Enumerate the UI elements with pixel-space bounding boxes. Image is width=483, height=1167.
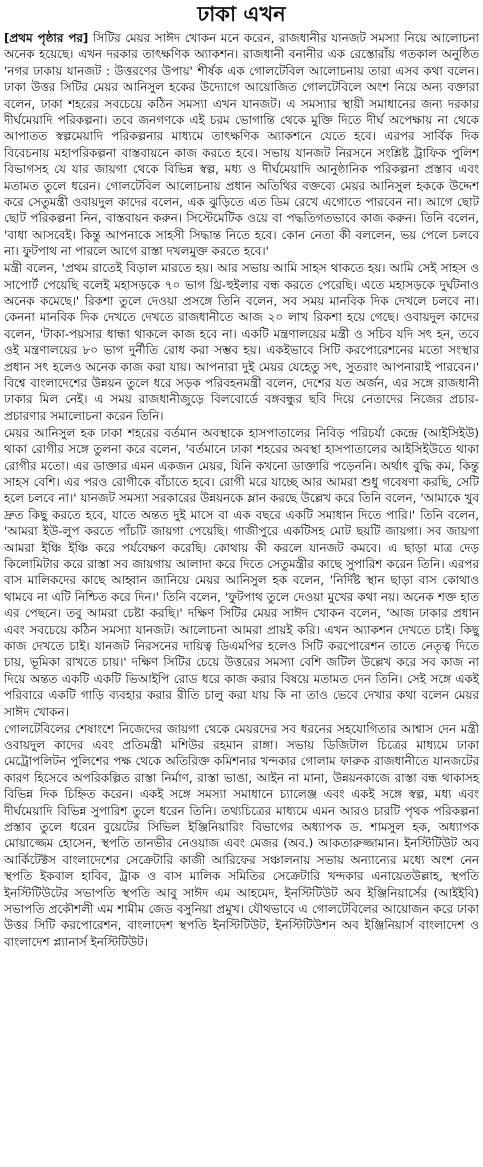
article-paragraph-1 bbox=[4, 30, 479, 260]
headline: ঢাকা এখন bbox=[197, 2, 286, 26]
jump-label: [প্রথম পৃষ্ঠার পর] bbox=[4, 31, 89, 45]
article-paragraph-3: মেয়র আনিসুল হক ঢাকা শহরের বর্তমান অবস্থাকে হাসপাতালের নিবিড় পরিচর্যা কেন্দ্রে (আইসিইউ) থাকা রোগীর সঙ্গে তুলনা করে বলেন, 'বর্তমানে ঢাকা শহরের অবস্থা হাসপাতালের আইসিইউতে থাকা রোগীর মতো। এর ডাক্তার এমন একজন মেয়র, যিনি কখনো ডাক্তারি পড়েননি। অর্থাৎ বুদ্ধি কম, কিন্তু সাহস বেশি। এর পরও রোগীকে বাঁচাতে হবে। রোগী মরে যাচ্ছে আর আমরা শুধু গবেষণা করছি, সেটি হলে চলবে না।' যানজট সমস্যা সরকারের উন্নয়নকে ম্লান করছে উল্লেখ করে তিনি বলেন, 'আমাকে খুব দ্রুত কিছু করতে হবে, যাতে অন্তত দুই মাসে বা এক বছরে একটি সমাধান দিতে পারি।' তিনি বলেন, 'আমরা ইউ-লুপ করতে পাঁচটি জায়গা পেয়েছি। গাজীপুরে একটিসহ মোট ছয়টি জায়গা। সব জায়গা আমরা ইঞ্চি ইঞ্চি করে পর্যবেক্ষণ করেছি। কোথায় কী করলে যানজট কমবে। এ ছাড়া মাত্র দেড় কিলোমিটার করে রাস্তা সব জায়গায় আলাদা করে দিতে সেতুমন্ত্রীর কাছে সুপারিশ করেন তিনি। এরপর বাস মালিকদের কাছে আহ্বান জানিয়ে মেয়র আনিসুল হক বলেন, 'নির্দিষ্ট স্থান ছাড়া বাস কোথাও থামবে না এটি নিশ্চিত করে দিন।' তিনি বলেন, 'ফুটপাথ তুলে দেওয়া মুখের কথা নয়। অনেক শক্ত হাত এর পেছনে। তবু আমরা চেষ্টা করছি।' দক্ষিণ সিটির মেয়র সাঈদ খোকন বলেন, 'আজ ঢাকার প্রধান এবং সবচেয়ে কঠিন সমস্যা যানজট। আলোচনা আমরা প্রায়ই করি। এখন অ্যাকশন দেখতে চাই। কিছু কাজ দেখতে চাই। যানজট নিরসনের দায়িত্ব ডিএমপির হলেও সিটি করপোরেশন তাতে নেতৃত্ব দিতে চায়, ভূমিকা রাখতে চায়।' দক্ষিণ সিটির চেয়ে উত্তরের সমস্যা বেশি জটিল উল্লেখ করে সব কাজ না দিয়ে অন্তত একটি একটি ভিআইপি রোড ধরে কাজ করার বিষয়ে মতামত দেন তিনি। সেই সঙ্গে একই পরিবারে একটি গাড়ি ব্যবহার করার রীতি চালু করা যায় কি না তাও ভেবে দেখার কথা বলেন মেয়র সাঈদ খোকন। bbox=[4, 425, 479, 719]
article-body bbox=[0, 30, 483, 1167]
paragraph-text-1: সিটির মেয়র সাঈদ খোকন মনে করেন, রাজধানীর যানজট সমস্যা নিয়ে আলোচনা অনেক হয়েছে। এখন দরকার তাৎক্ষণিক অ্যাকশন। রাজধানী বনানীর এক রেস্তোরাঁয় গতকাল অনুষ্ঠিত 'নগর ঢাকায় যানজট : উত্তরণের উপায়' শীর্ষক এক গোলটেবিল আলোচনায় তারা এসব কথা বলেন। ঢাকা উত্তর সিটির মেয়র আনিসুল হকের উদ্যোগে আয়োজিত গোলটেবিলে অংশ নিয়ে অন্য বক্তারা বলেন, ঢাকা শহরের সবচেয়ে কঠিন সমস্যা এখন যানজট। এ সমস্যার স্থায়ী সমাধানের জন্য দরকার দীর্ঘমেয়াদি পরিকল্পনা। তবে জনগণকে এই চরম ভোগান্তি থেকে মুক্তি দিতে দীর্ঘ অপেক্ষায় না থেকে আপাতত স্বল্পমেয়াদি পরিকল্পনার মাধ্যমে তাৎক্ষণিক অ্যাকশনে যেতে হবে। এরপর সার্বিক দিক বিবেচনায় মহাপরিকল্পনা বাস্তবায়নে কাজ করতে হবে। সভায় যানজট নিরসনে সংশ্লিষ্ট ট্রাফিক পুলিশ বিভাগসহ যে যার জায়গা থেকে বিভিন্ন স্বল্প, মধ্য ও দীর্ঘমেয়াদি আনুষ্ঠানিক পরিকল্পনা প্রস্তাব এবং মতামত তুলে ধরেন। গোলটেবিল আলোচনায় প্রধান অতিথির বক্তব্যে মেয়র আনিসুল হককে উদ্দেশ করে সেতুমন্ত্রী ওবায়দুল কাদের বলেন, এক ঝুড়িতে এত ডিম রেখে এগোতে পারবেন না। আগে ছোট ছোট পরিকল্পনা নিন, বাস্তবায়ন করুন। সিস্টেমেটিক ওয়ে বা পদ্ধতিগতভাবে কাজ করুন। তিনি বলেন, 'বাধা আসবেই। কিন্তু আপনাকে সাহসী সিদ্ধান্ত নিতে হবে। কোন নেতা কী বললেন, ভয় পেলে চলবে না। ফুটপাথ না পারলে আগে রাস্তা দখলমুক্ত করতে হবে।' bbox=[4, 31, 479, 259]
article-paragraph-4: গোলটেবিলের শেষাংশে নিজেদের জায়গা থেকে মেয়রদের সব ধরনের সহযোগিতার আশ্বাস দেন মন্ত্রী ওবায়দুল কাদের এবং প্রতিমন্ত্রী মশিউর রহমান রাঙ্গা। সভায় ডিজিটাল চিত্রের মাধ্যমে ঢাকা মেট্রোপলিটন পুলিশের পক্ষ থেকে অতিরিক্ত কমিশনার খন্দকার গোলাম ফারুক রাজধানীতে যানজটের কারণ হিসেবে অপরিকল্পিত রাস্তা নির্মাণ, রাস্তা ভাঙা, আইন না মানা, উন্নয়নকাজে রাস্তা বন্ধ থাকাসহ বিভিন্ন দিক চিহ্নিত করেন। একই সঙ্গে সমস্যা সমাধানে চ্যালেঞ্জ এবং একই সঙ্গে স্বল্প, মধ্য এবং দীর্ঘমেয়াদি বিভিন্ন সুপারিশ তুলে ধরেন তিনি। তথ্যচিত্রের মাধ্যমে এমন আরও চারটি পৃথক পরিকল্পনা প্রস্তাব তুলে ধরেন বুয়েটের সিভিল ইঞ্জিনিয়ারিং বিভাগের অধ্যাপক ড. শামসুল হক, অধ্যাপক মোয়াজ্জেম হোসেন, স্থপতি তানভীর নেওয়াজ এবং মেজর (অব.) আকতারুজ্জামান। ইনস্টিটিউট অব আর্কিটেক্টস বাংলাদেশের সেক্রেটারি কাজী আরিফের সঞ্চালনায় সভায় অন্যান্যের মধ্যে অংশ নেন স্থপতি ইকবাল হাবিব, ট্রাক ও বাস মালিক সমিতির সেক্রেটারি খন্দকার এনায়েতউল্লাহ, স্থপতি ইনস্টিটিউটের সভাপতি স্থপতি আবু সাঈদ এম আহমেদ, ইনস্টিটিউট অব ইঞ্জিনিয়ার্সের (আইইবি) সভাপতি প্রকৌশলী এম শামীম জেড বসুনিয়া প্রমুখ। যৌথভাবে এ গোলটেবিলের আয়োজন করে ঢাকা উত্তর সিটি করপোরেশন, বাংলাদেশ স্থপতি ইনস্টিটিউট, ইনস্টিটিউশন অব ইঞ্জিনিয়ার্স বাংলাদেশ ও বাংলাদেশ প্ল্যানার্স ইনস্টিটিউট। bbox=[4, 721, 479, 949]
article-paragraph-2: মন্ত্রী বলেন, 'প্রথম রাতেই বিড়াল মারতে হয়। আর সভায় আমি সাহস থাকতে হয়। আমি সেই সাহস ও সাপোর্ট পেয়েছি বলেই মহাসড়কে ৭০ ভাগ থ্রি-হুইলার বন্ধ করতে পেরেছি। এতে মহাসড়কে দুর্ঘটনাও অনেক কমেছে।' রিকশা তুলে দেওয়া প্রসঙ্গে তিনি বলেন, সব সময় মানবিক দিক দেখলে চলবে না। কেননা মানবিক দিক দেখতে দেখতে রাজধানীতে আজ ২০ লাখ রিকশা হয়ে গেছে। ওবায়দুল কাদের বলেন, 'টাকা-পয়সার ধান্ধা থাকলে কাজ হবে না। একটি মন্ত্রণালয়ের মন্ত্রী ও সচিব যদি সৎ হন, তবে ওই মন্ত্রণালয়ের ৮০ ভাগ দুর্নীতি রোধ করা সম্ভব হয়। একইভাবে সিটি করপোরেশনের মতো সংস্থার প্রধান সৎ হলেও অনেক কাজ করা যায়। আপনারা দুই মেয়র যেহেতু সৎ, সুতরাং আপনারাই পারবেন।' বিশ্বে বাংলাদেশের উন্নয়ন তুলে ধরে সড়ক পরিবহনমন্ত্রী বলেন, দেশের যত অর্জন, এর সঙ্গে রাজধানী ঢাকার মিল নেই। এ সময় রাজধানীজুড়ে বিলবোর্ডে বঙ্গবন্ধুর ছবি দিয়ে নেতাদের নিজের প্রচার-প্রচারণার সমালোচনা করেন তিনি। bbox=[4, 261, 479, 423]
